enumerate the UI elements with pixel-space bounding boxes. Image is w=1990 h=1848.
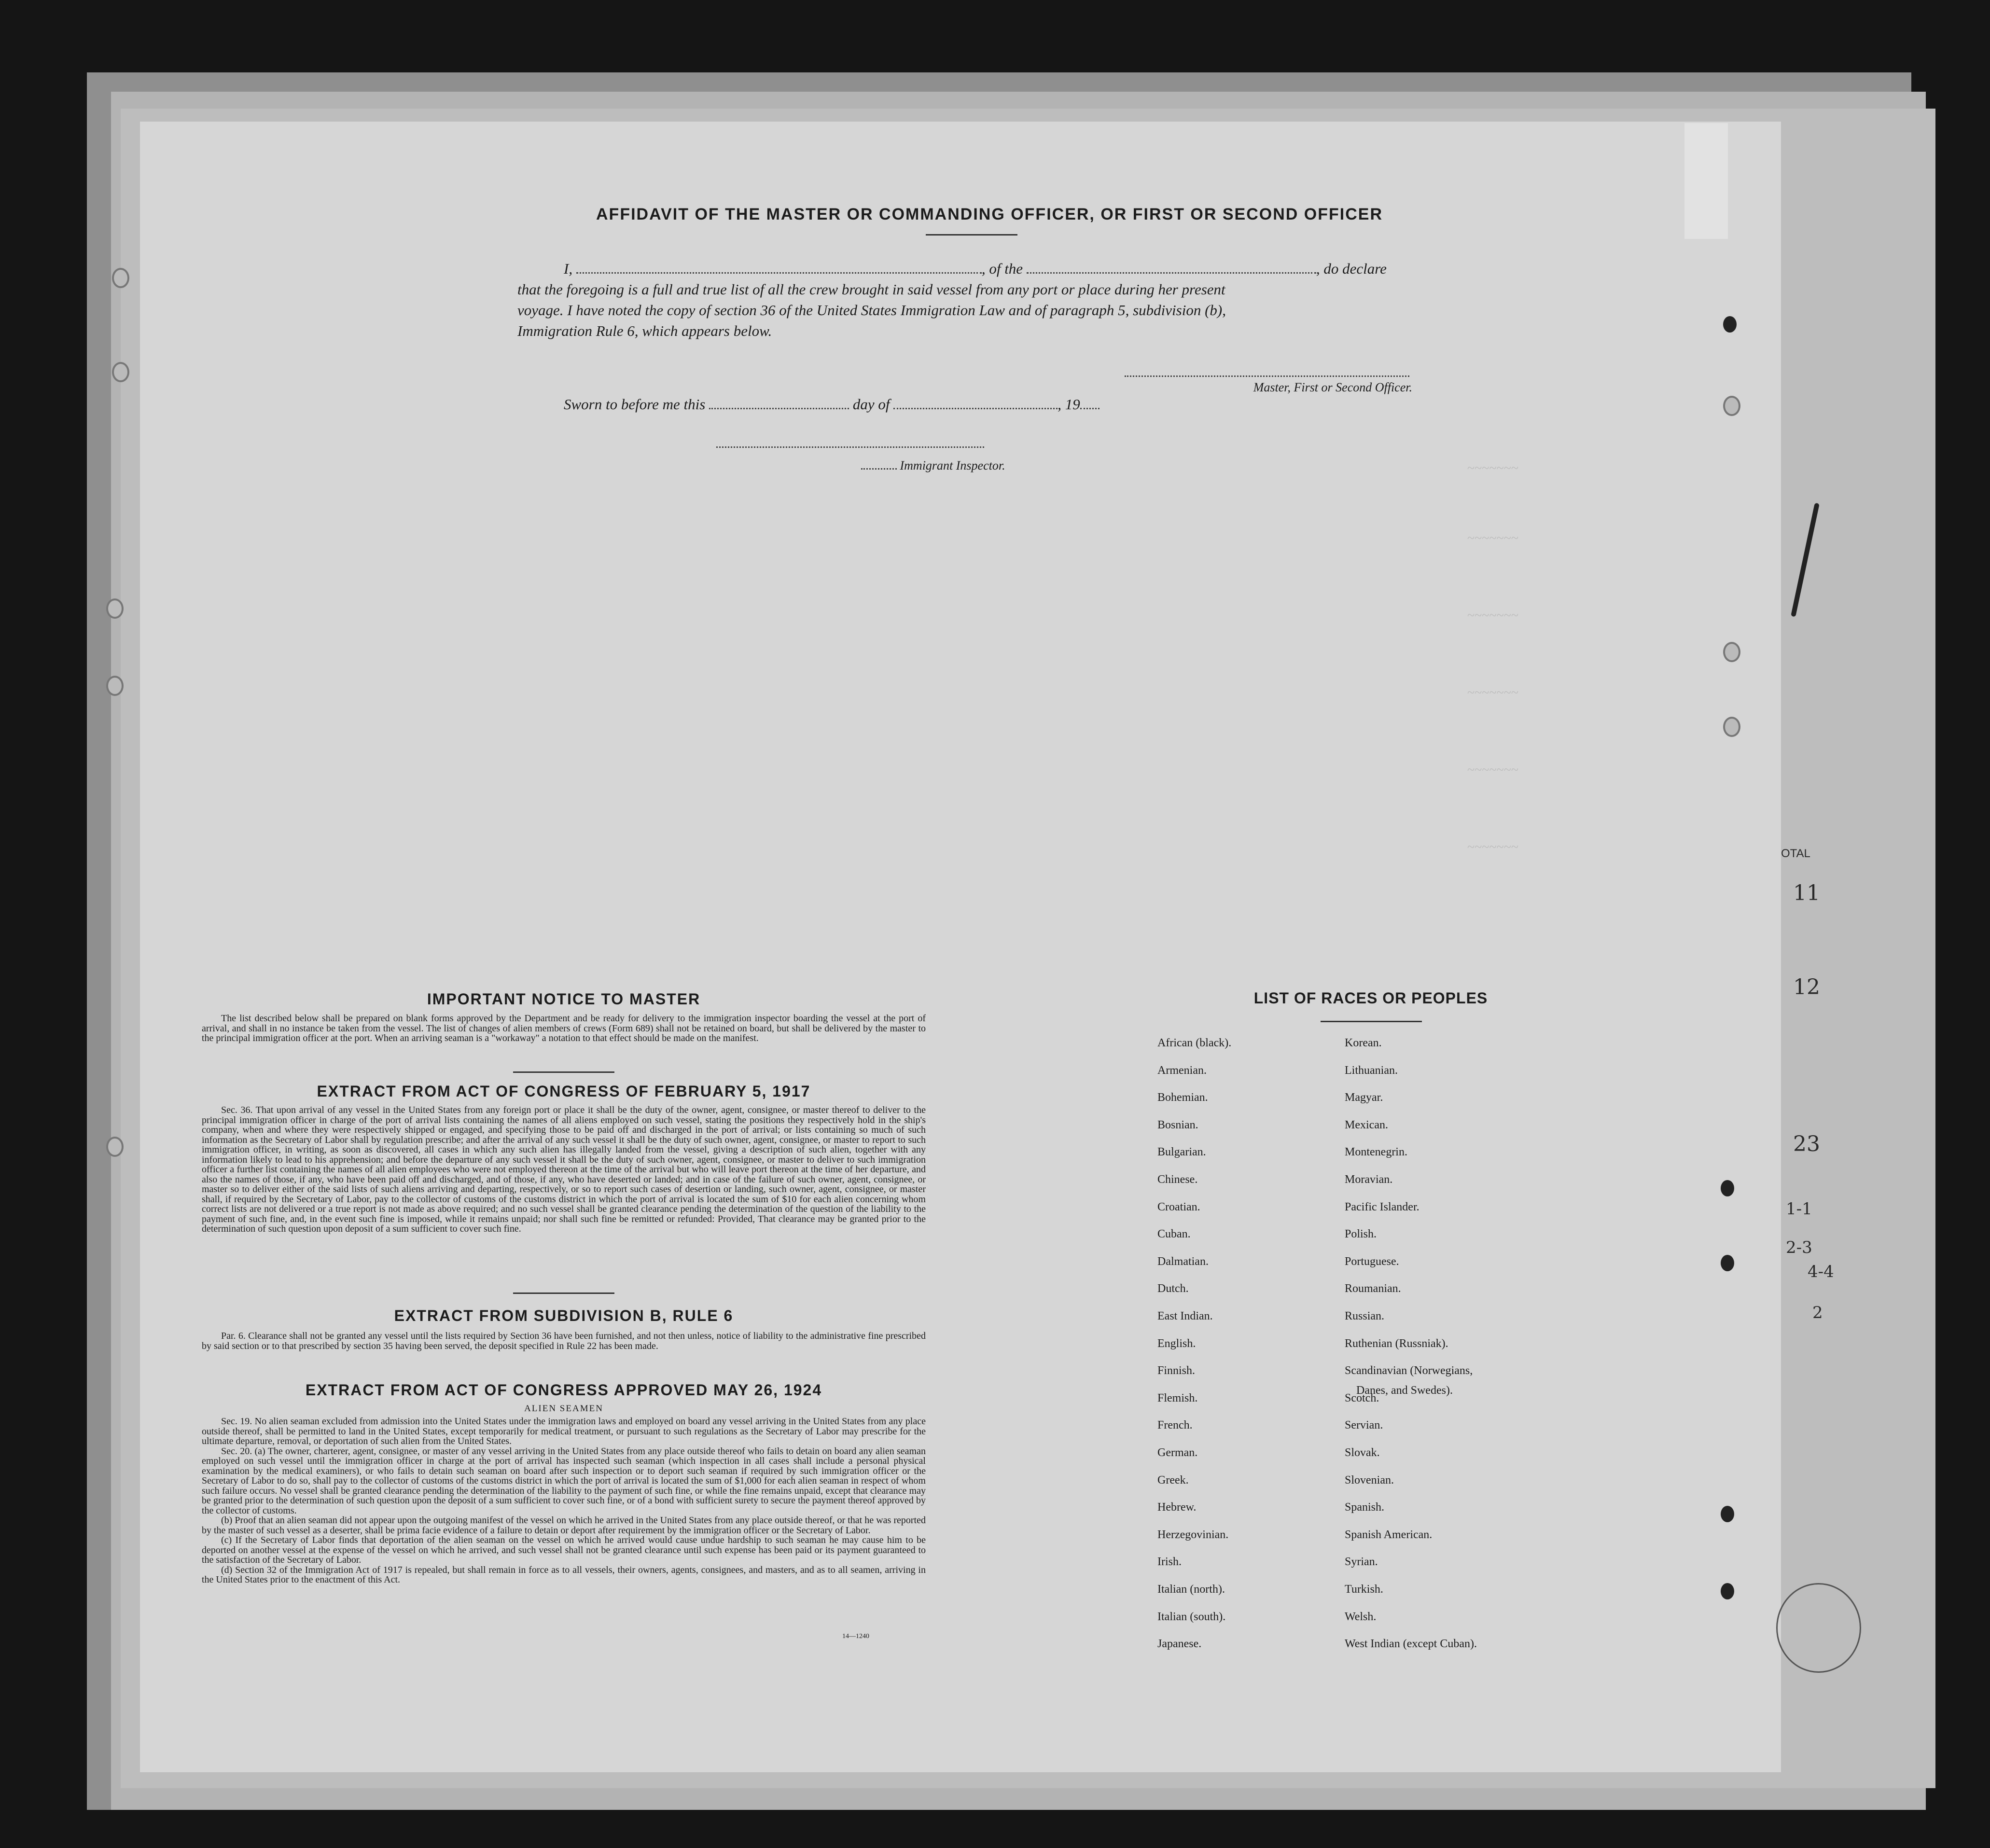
extract-1924-title: EXTRACT FROM ACT OF CONGRESS APPROVED MAY 26, 1924	[305, 1381, 822, 1399]
race-item: English.	[1157, 1337, 1196, 1350]
race-item: Dutch.	[1157, 1282, 1189, 1295]
race-item: East Indian.	[1157, 1310, 1213, 1322]
race-item: Servian.	[1345, 1419, 1383, 1432]
race-item: Bosnian.	[1157, 1118, 1198, 1131]
margin-mark: 2	[1812, 1303, 1823, 1322]
race-item: Ruthenian (Russniak).	[1345, 1337, 1448, 1350]
race-item: Montenegrin.	[1345, 1146, 1407, 1159]
show-through: ~~~~~~~	[1467, 531, 1519, 546]
extract-1924-sec19: Sec. 19. No alien seaman excluded from admission into the United States under the immigration laws and employed on board any vessel arriving in the United States from any place outside thereof, shall be permitted to land in the United States, except temporarily for medical treatment, or pursuant to such regulations as the Secretary of Labor may prescribe for the ultimate departure, removal, or deportation of such alien from the United States.	[202, 1416, 926, 1446]
sworn-year-blank	[1080, 408, 1099, 409]
race-item: Russian.	[1345, 1310, 1385, 1322]
race-item: Moravian.	[1345, 1173, 1393, 1186]
race-item: Herzegovinian.	[1157, 1528, 1229, 1541]
punch-hole	[1723, 396, 1740, 416]
affidavit-i: I,	[564, 260, 573, 277]
inspector-signature-line	[716, 446, 984, 448]
extract-1924-body	[202, 1417, 926, 1585]
race-item: Chinese.	[1157, 1173, 1198, 1186]
extract-1924-sec20d: (d) Section 32 of the Immigration Act of 1917 is repealed, but shall remain in force as to all vessels, their owners, agents, consignees, and masters, and as to all seamen, arriving in the United States prior to the enactment of this Act.	[202, 1564, 926, 1585]
vessel-blank	[1027, 272, 1316, 274]
master-signature-line	[1125, 375, 1409, 377]
race-item: Polish.	[1345, 1228, 1377, 1241]
affidavit-declare: , do declare	[1316, 260, 1387, 277]
section-divider	[513, 1292, 614, 1294]
race-item: Irish.	[1157, 1556, 1182, 1569]
margin-mark: 23	[1793, 1132, 1820, 1156]
extract-1924-subtitle: ALIEN SEAMEN	[524, 1403, 603, 1414]
extract-rule6-title: EXTRACT FROM SUBDIVISION B, RULE 6	[394, 1307, 734, 1324]
inspector-label	[861, 459, 1005, 473]
punch-hole	[1723, 717, 1740, 737]
race-item: Armenian.	[1157, 1064, 1207, 1077]
affidavit-line-4: Immigration Rule 6, which appears below.	[517, 322, 772, 339]
race-item: Spanish American.	[1345, 1528, 1433, 1541]
punch-hole	[1721, 1583, 1734, 1599]
punch-hole	[106, 1137, 124, 1157]
race-item: Bohemian.	[1157, 1091, 1208, 1104]
punch-hole	[112, 268, 129, 288]
margin-mark: 4-4	[1808, 1262, 1834, 1281]
race-scandinavian-cont: Danes, and Swedes).	[1356, 1384, 1453, 1397]
extract-1917-title: EXTRACT FROM ACT OF CONGRESS OF FEBRUARY 5, 1917	[317, 1083, 811, 1100]
show-through: ~~~~~~~	[1467, 840, 1519, 855]
name-blank	[576, 272, 982, 274]
extract-1924-sec20b: (b) Proof that an alien seaman did not appear upon the outgoing manifest of the vessel on which he arrived in the United States from any place outside thereof, or that he was reported by the master of such vessel as a deserter, shall be prima facie evidence of a failure to detain or deport after requirement by the immigration officer or the Secretary of Labor.	[202, 1515, 926, 1536]
race-item: Dalmatian.	[1157, 1255, 1209, 1268]
punch-hole	[1723, 316, 1737, 333]
race-item: Portuguese.	[1345, 1255, 1399, 1268]
margin-mark: 2-3	[1786, 1238, 1812, 1257]
section-divider	[513, 1071, 614, 1073]
race-item: French.	[1157, 1419, 1193, 1432]
affidavit-line-3: voyage. I have noted the copy of section 36 of the United States Immigration Law and of paragraph 5, subdivision (b),	[517, 302, 1226, 319]
race-item: Slovak.	[1345, 1446, 1380, 1459]
notice-paragraph: The list described below shall be prepared on blank forms approved by the Department and be ready for delivery to the immigration inspector boarding the vessel at the port of arrival, and shall in no instance be taken from the vessel. The list of changes of alien members of crews (Form 689) shall not be retained on board, but shall be delivered by the master to the principal immigration officer at the port. When an arriving seaman is a "workaway" a notation to that effect should be made on the manifest.	[202, 1013, 926, 1043]
race-item: Scandinavian (Norwegians,	[1345, 1364, 1473, 1377]
race-item: Bulgarian.	[1157, 1146, 1206, 1159]
sworn-prefix: Sworn to before me this	[564, 396, 706, 413]
sworn-line	[564, 396, 1099, 413]
races-divider	[1321, 1021, 1422, 1022]
race-item: Slovenian.	[1345, 1473, 1394, 1487]
punch-hole	[112, 362, 129, 382]
inspector-label-text: Immigrant Inspector.	[900, 459, 1005, 472]
page-tab	[1684, 123, 1728, 239]
punch-hole	[1721, 1506, 1734, 1522]
race-item: Mexican.	[1345, 1118, 1388, 1131]
race-item: Italian (north).	[1157, 1583, 1225, 1596]
master-signature-label: Master, First or Second Officer.	[1253, 380, 1412, 394]
punch-hole	[1721, 1180, 1734, 1196]
sworn-day-blank	[709, 408, 849, 409]
race-item: Lithuanian.	[1345, 1064, 1398, 1077]
race-item: Cuban.	[1157, 1228, 1191, 1241]
affidavit-of-the: , of the	[981, 260, 1023, 277]
sworn-month-blank	[893, 408, 1058, 409]
affidavit-text	[517, 258, 1425, 341]
total-label: OTAL	[1781, 847, 1810, 860]
race-item: Flemish.	[1157, 1391, 1198, 1404]
race-item: Roumanian.	[1345, 1282, 1401, 1295]
extract-1917-body	[202, 1105, 926, 1234]
race-item: Japanese.	[1157, 1638, 1202, 1651]
extract-1924-sec20c: (c) If the Secretary of Labor finds that deportation of the alien seaman on the vessel on which he arrived would cause undue hardship to such seaman he may cause him to be deported on another vessel at the expense of the vessel on which he arrived, and such vessel shall not be granted clearance until such expense has been paid or its payment guaranteed to the satisfaction of the Secretary of Labor.	[202, 1535, 926, 1565]
show-through: ~~~~~~~	[1467, 461, 1519, 476]
sworn-day: day of	[852, 396, 890, 413]
punch-hole	[1723, 642, 1740, 662]
ink-circle	[1776, 1583, 1861, 1673]
notice-title: IMPORTANT NOTICE TO MASTER	[427, 990, 701, 1008]
race-item: Finnish.	[1157, 1364, 1196, 1377]
affidavit-title: AFFIDAVIT OF THE MASTER OR COMMANDING OFFICER, OR FIRST OR SECOND OFFICER	[596, 205, 1383, 223]
race-item: Croatian.	[1157, 1200, 1200, 1213]
notice-body	[202, 1014, 926, 1043]
race-item: Greek.	[1157, 1473, 1189, 1487]
race-item: Welsh.	[1345, 1610, 1377, 1623]
title-underline	[926, 234, 1017, 236]
sworn-year: , 19	[1058, 396, 1080, 413]
form-number: 14—1240	[842, 1633, 869, 1640]
race-item: Pacific Islander.	[1345, 1200, 1419, 1213]
show-through: ~~~~~~~	[1467, 763, 1519, 778]
race-item: West Indian (except Cuban).	[1345, 1638, 1477, 1651]
affidavit-line-1	[517, 258, 1425, 279]
race-item: Scotch.	[1345, 1391, 1379, 1404]
race-item: African (black).	[1157, 1037, 1232, 1049]
margin-mark: 11	[1793, 881, 1820, 905]
extract-rule6-paragraph: Par. 6. Clearance shall not be granted any vessel until the lists required by Section 36 have been furnished, and not then unless, notice of liability to the administrative fine prescribed by said section or to that prescribed by section 35 having been served, the deposit specified in Rule 22 has been made.	[202, 1331, 926, 1351]
race-item: Italian (south).	[1157, 1610, 1226, 1623]
race-item: Hebrew.	[1157, 1501, 1197, 1514]
race-item: Turkish.	[1345, 1583, 1383, 1596]
race-item: Magyar.	[1345, 1091, 1383, 1104]
show-through: ~~~~~~~	[1467, 685, 1519, 700]
punch-hole	[106, 676, 124, 696]
races-title: LIST OF RACES OR PEOPLES	[1253, 989, 1488, 1007]
punch-hole	[106, 598, 124, 619]
extract-rule6-body	[202, 1331, 926, 1351]
punch-hole	[1721, 1255, 1734, 1271]
inspector-blank	[861, 468, 897, 470]
race-item: German.	[1157, 1446, 1198, 1459]
margin-mark: 1-1	[1786, 1199, 1812, 1219]
extract-1924-sec20a: Sec. 20. (a) The owner, charterer, agent, consignee, or master of any vessel arriving in the United States from any place outside thereof who fails to detain on board any alien seaman employed on such vessel until the immigration officer in charge at the port of arrival has inspected such seaman (which inspection in all cases shall include a personal physical examination by the medical examiners), or who fails to detain such seaman on board after such inspection or to deport such seaman if required by such immigration officer or the Secretary of Labor to do so, shall pay to the collector of customs of the customs district in which the port of arrival is located the sum of $1,000 for each alien seaman in respect of whom such failure occurs. No vessel shall be granted clearance pending the determination of the liability to the payment of such fine, or while the fine remains unpaid, except that clearance may be granted prior to the determination of such question upon the deposit of a sum sufficient to cover such fine, or of a bond with sufficient surety to secure the payment thereof approved by the collector of customs.	[202, 1445, 926, 1516]
race-item: Syrian.	[1345, 1556, 1378, 1569]
margin-mark: 12	[1793, 975, 1820, 1000]
extract-1917-paragraph: Sec. 36. That upon arrival of any vessel in the United States from any foreign port or place it shall be the duty of the owner, agent, consignee, or master thereof to deliver to the principal immigration officer in charge of the port of arrival lists containing the names of all aliens employed on such vessel, stating the positions they respectively hold in the ship's company, when and where they were respectively shipped or engaged, and specifying those to be paid off and discharged in the port of arrival; or lists containing so much of such information as the Secretary of Labor shall by regulation prescribe; and after the arrival of any such vessel it shall be the duty of such owner, agent, consignee, or master to report to such immigration officer, in writing, as soon as discovered, all cases in which any such alien has illegally landed from the vessel, giving a description of such alien, together with any information likely to lead to his apprehension; and before the departure of any such vessel it shall be the duty of such owner, agent, consignee, or master to deliver to such immigration officer a further list containing the names of all alien employees who were not employed thereon at the time of the arrival but who will leave port thereon at the time of her departure, and also the names of those, if any, who have been paid off and discharged, and of those, if any, who have deserted or landed; and in case of the failure of such owner, agent, consignee, or master so to deliver either of the said lists of such aliens arriving and departing, respectively, or so to report such cases of desertion or landing, such owner, agent, consignee, or master shall, if required by the Secretary of Labor, pay to the collector of customs of the customs district in which the port of arrival is located the sum of $10 for each alien concerning whom correct lists are not delivered or a true report is not made as above required; and no such vessel shall be granted clearance pending the determination of the question of the liability to the payment of such fine, and, in the event such fine is imposed, while it remains unpaid; nor shall such fine be remitted or refunded: Provided, That clearance may be granted prior to the determination of such question upon deposit of a sum sufficient to cover such fine.	[202, 1105, 926, 1234]
race-item: Korean.	[1345, 1037, 1382, 1049]
race-item: Spanish.	[1345, 1501, 1385, 1514]
show-through: ~~~~~~~	[1467, 608, 1519, 623]
affidavit-line-2: that the foregoing is a full and true list of all the crew brought in said vessel from any port or place during her present	[517, 281, 1225, 298]
